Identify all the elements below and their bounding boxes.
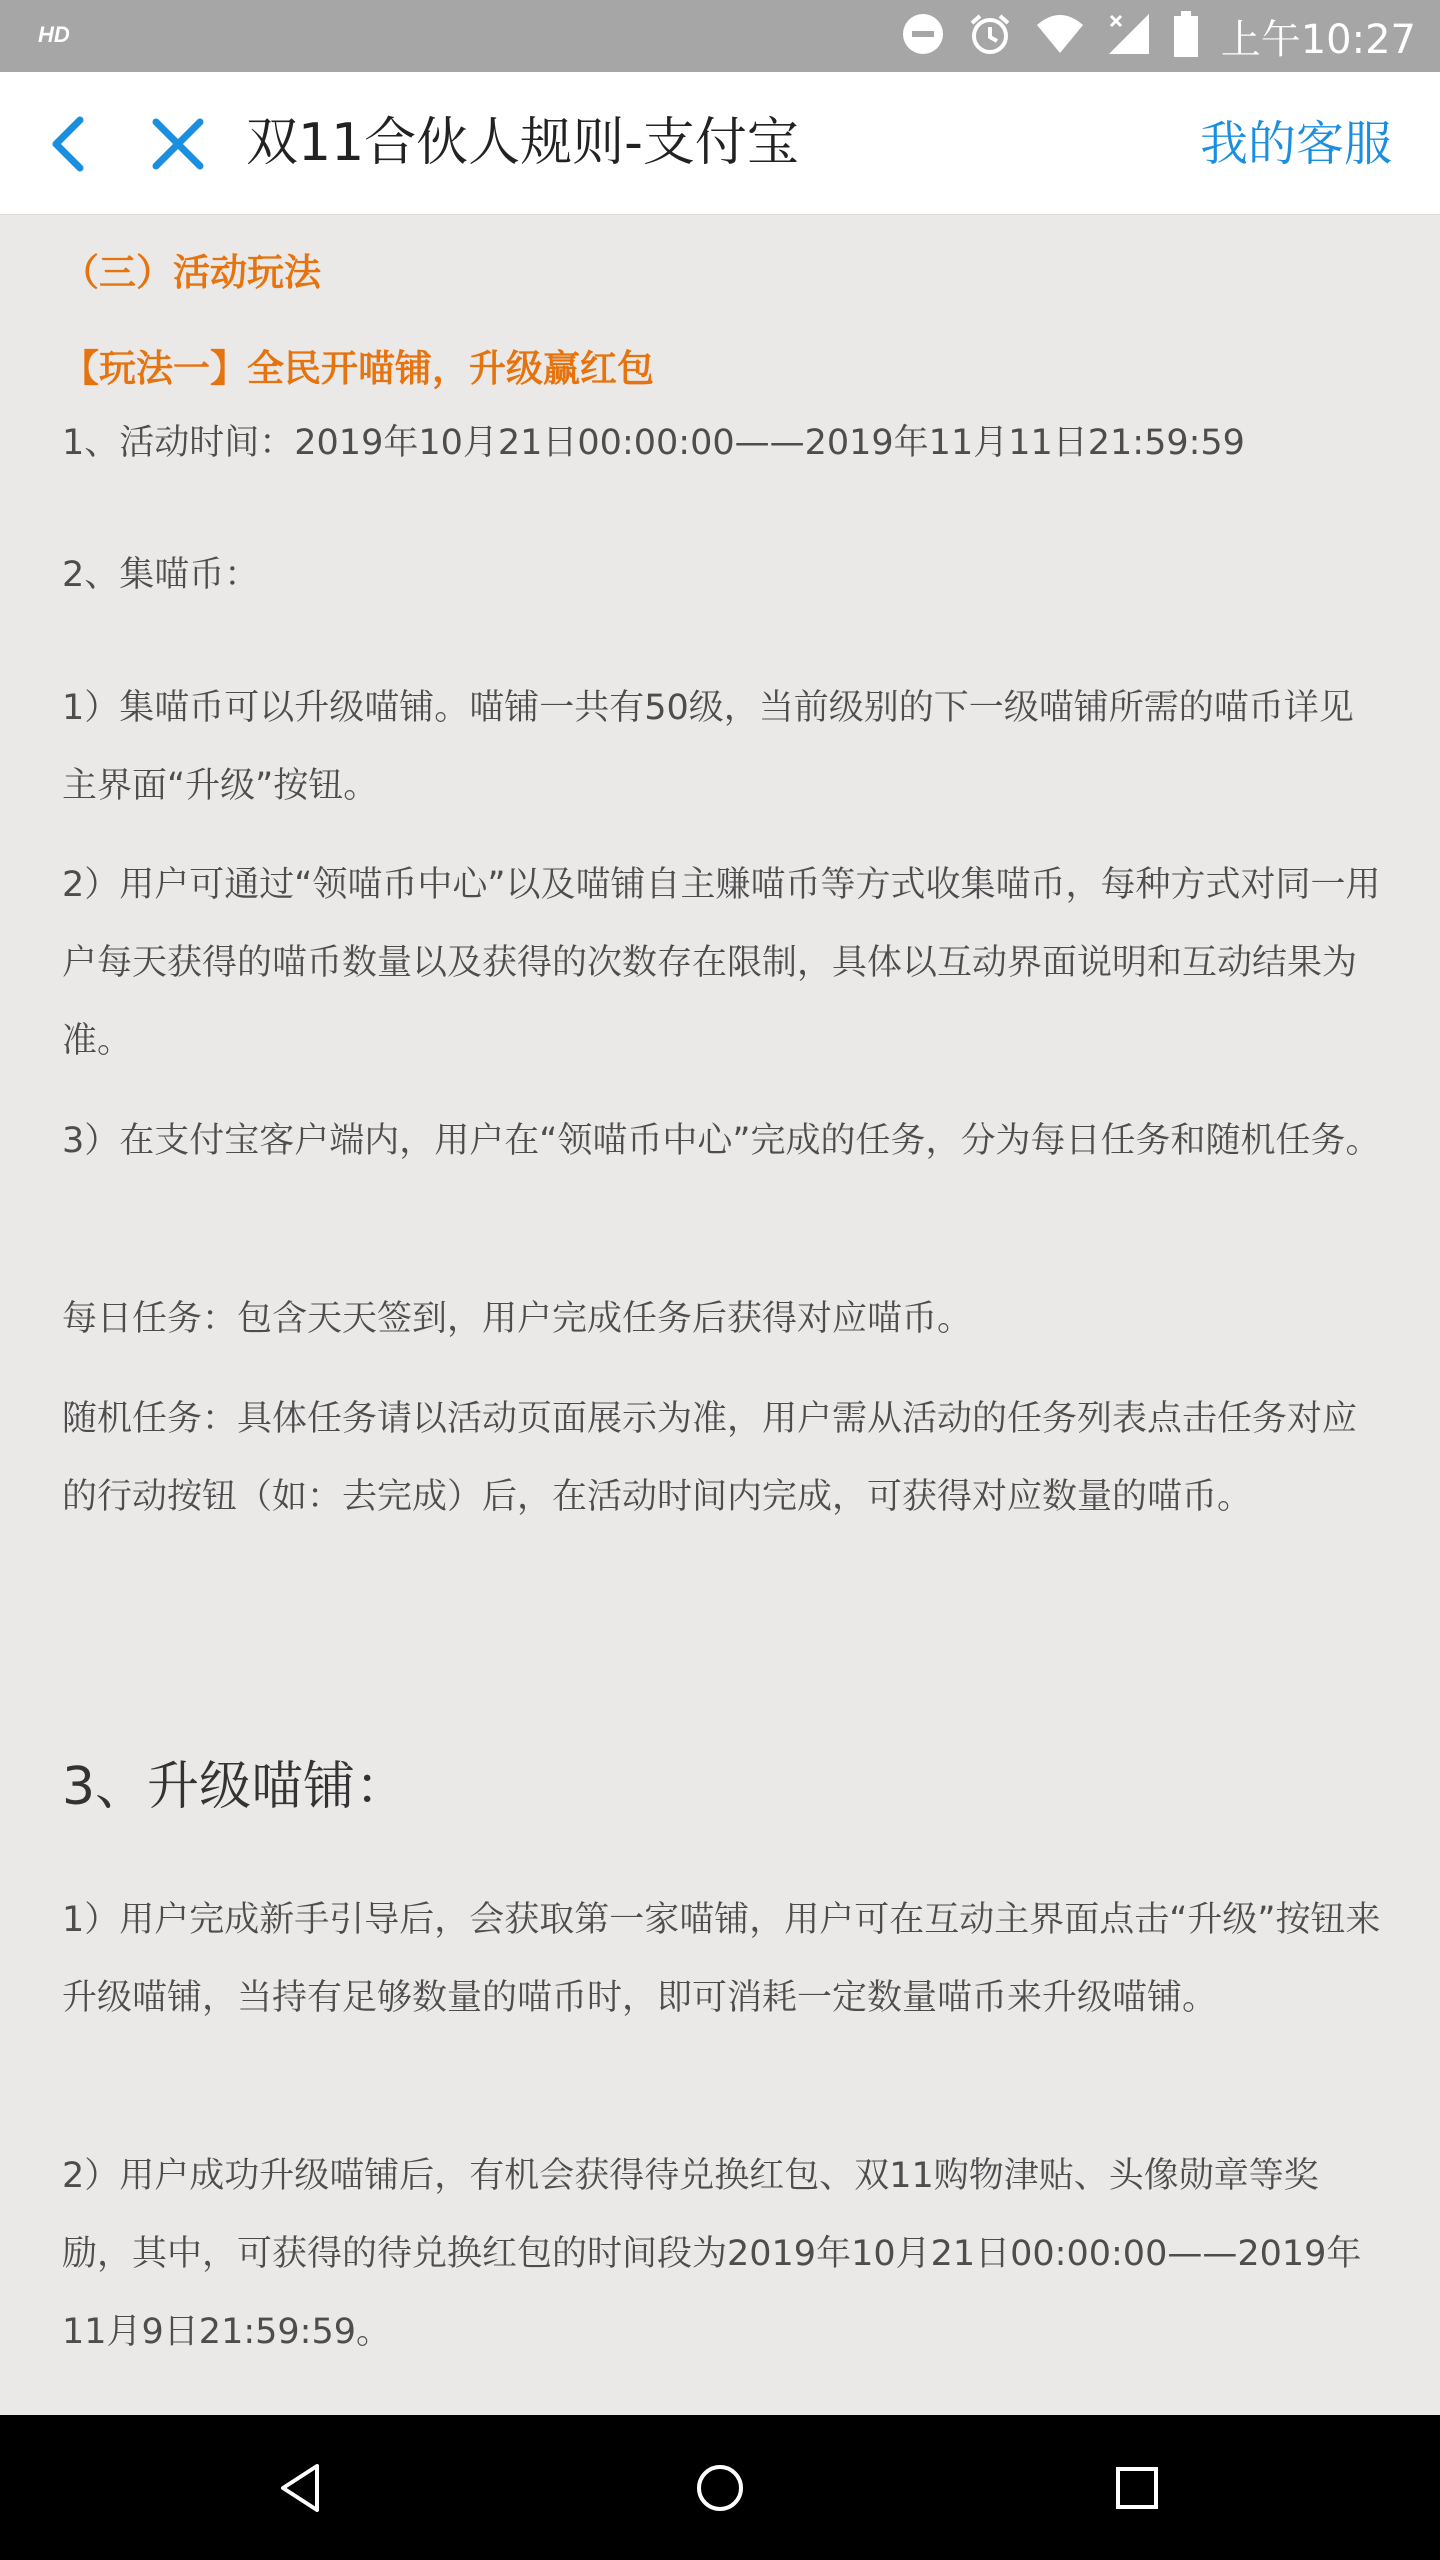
back-triangle-icon xyxy=(277,2462,325,2514)
customer-service-button[interactable]: 我的客服 xyxy=(1199,116,1392,172)
recents-square-icon xyxy=(1114,2465,1160,2511)
navigation-bar xyxy=(0,2415,1440,2560)
dnd-icon xyxy=(901,12,945,60)
title-bar xyxy=(0,72,1440,215)
chevron-left-icon xyxy=(46,114,90,174)
close-icon xyxy=(150,116,206,172)
rule-1-text: 1）集喵币可以升级喵铺。喵铺一共有50级，当前级别的下一级喵铺所需的喵币详见主界面“升级”按钮。 xyxy=(62,688,1354,806)
nav-recents-button[interactable] xyxy=(1102,2453,1172,2523)
status-icons xyxy=(901,10,1416,62)
rule-3-text: 3）在支付宝客户端内，用户在“领喵币中心”完成的任务，分为每日任务和随机任务。 xyxy=(62,1121,1381,1161)
rule-2-text: 2）用户可通过“领喵币中心”以及喵铺自主赚喵币等方式收集喵币，每种方式对同一用户每天获得的喵币数量以及获得的次数存在限制，具体以互动界面说明和互动结果为准。 xyxy=(62,865,1381,1061)
upgrade-rule-1-text: 1）用户完成新手引导后，会获取第一家喵铺，用户可在互动主界面点击“升级”按钮来升级喵铺，当持有足够数量的喵币时，即可消耗一定数量喵币来升级喵铺。 xyxy=(62,1900,1381,2018)
status-bar xyxy=(0,0,1440,72)
section-title: （三）活动玩法 xyxy=(62,251,321,294)
battery-icon xyxy=(1173,11,1199,61)
home-circle-icon xyxy=(694,2462,746,2514)
collect-coins-text: 2、集喵币： xyxy=(62,555,260,595)
close-button[interactable] xyxy=(140,106,216,182)
status-time: 上午10:27 xyxy=(1220,16,1416,63)
hd-indicator: HD xyxy=(38,22,70,47)
random-task-text: 随机任务：具体任务请以活动页面展示为准，用户需从活动的任务列表点击任务对应的行动按钮（如：去完成）后，在活动时间内完成，可获得对应数量的喵币。 xyxy=(62,1399,1358,1517)
upgrade-heading: 3、升级喵铺： xyxy=(62,1757,408,1817)
page-title: 双11合伙人规则-支付宝 xyxy=(246,113,799,173)
back-button[interactable] xyxy=(30,106,106,182)
activity-time-text: 1、活动时间：2019年10月21日00:00:00——2019年11月11日21:59:59 xyxy=(62,423,1245,463)
daily-task-text: 每日任务：包含天天签到，用户完成任务后获得对应喵币。 xyxy=(62,1299,973,1339)
signal-icon xyxy=(1107,12,1151,60)
nav-back-button[interactable] xyxy=(266,2453,336,2523)
upgrade-rule-2-text: 2）用户成功升级喵铺后，有机会获得待兑换红包、双11购物津贴、头像勋章等奖励，其中，可获得的待兑换红包的时间段为2019年10月21日00:00:00——2019年11月9日21:59:59。 xyxy=(62,2156,1362,2352)
nav-home-button[interactable] xyxy=(685,2453,755,2523)
wifi-icon xyxy=(1035,13,1085,59)
alarm-icon xyxy=(967,11,1013,61)
play-title: 【玩法一】全民开喵铺，升级赢红包 xyxy=(62,347,654,390)
